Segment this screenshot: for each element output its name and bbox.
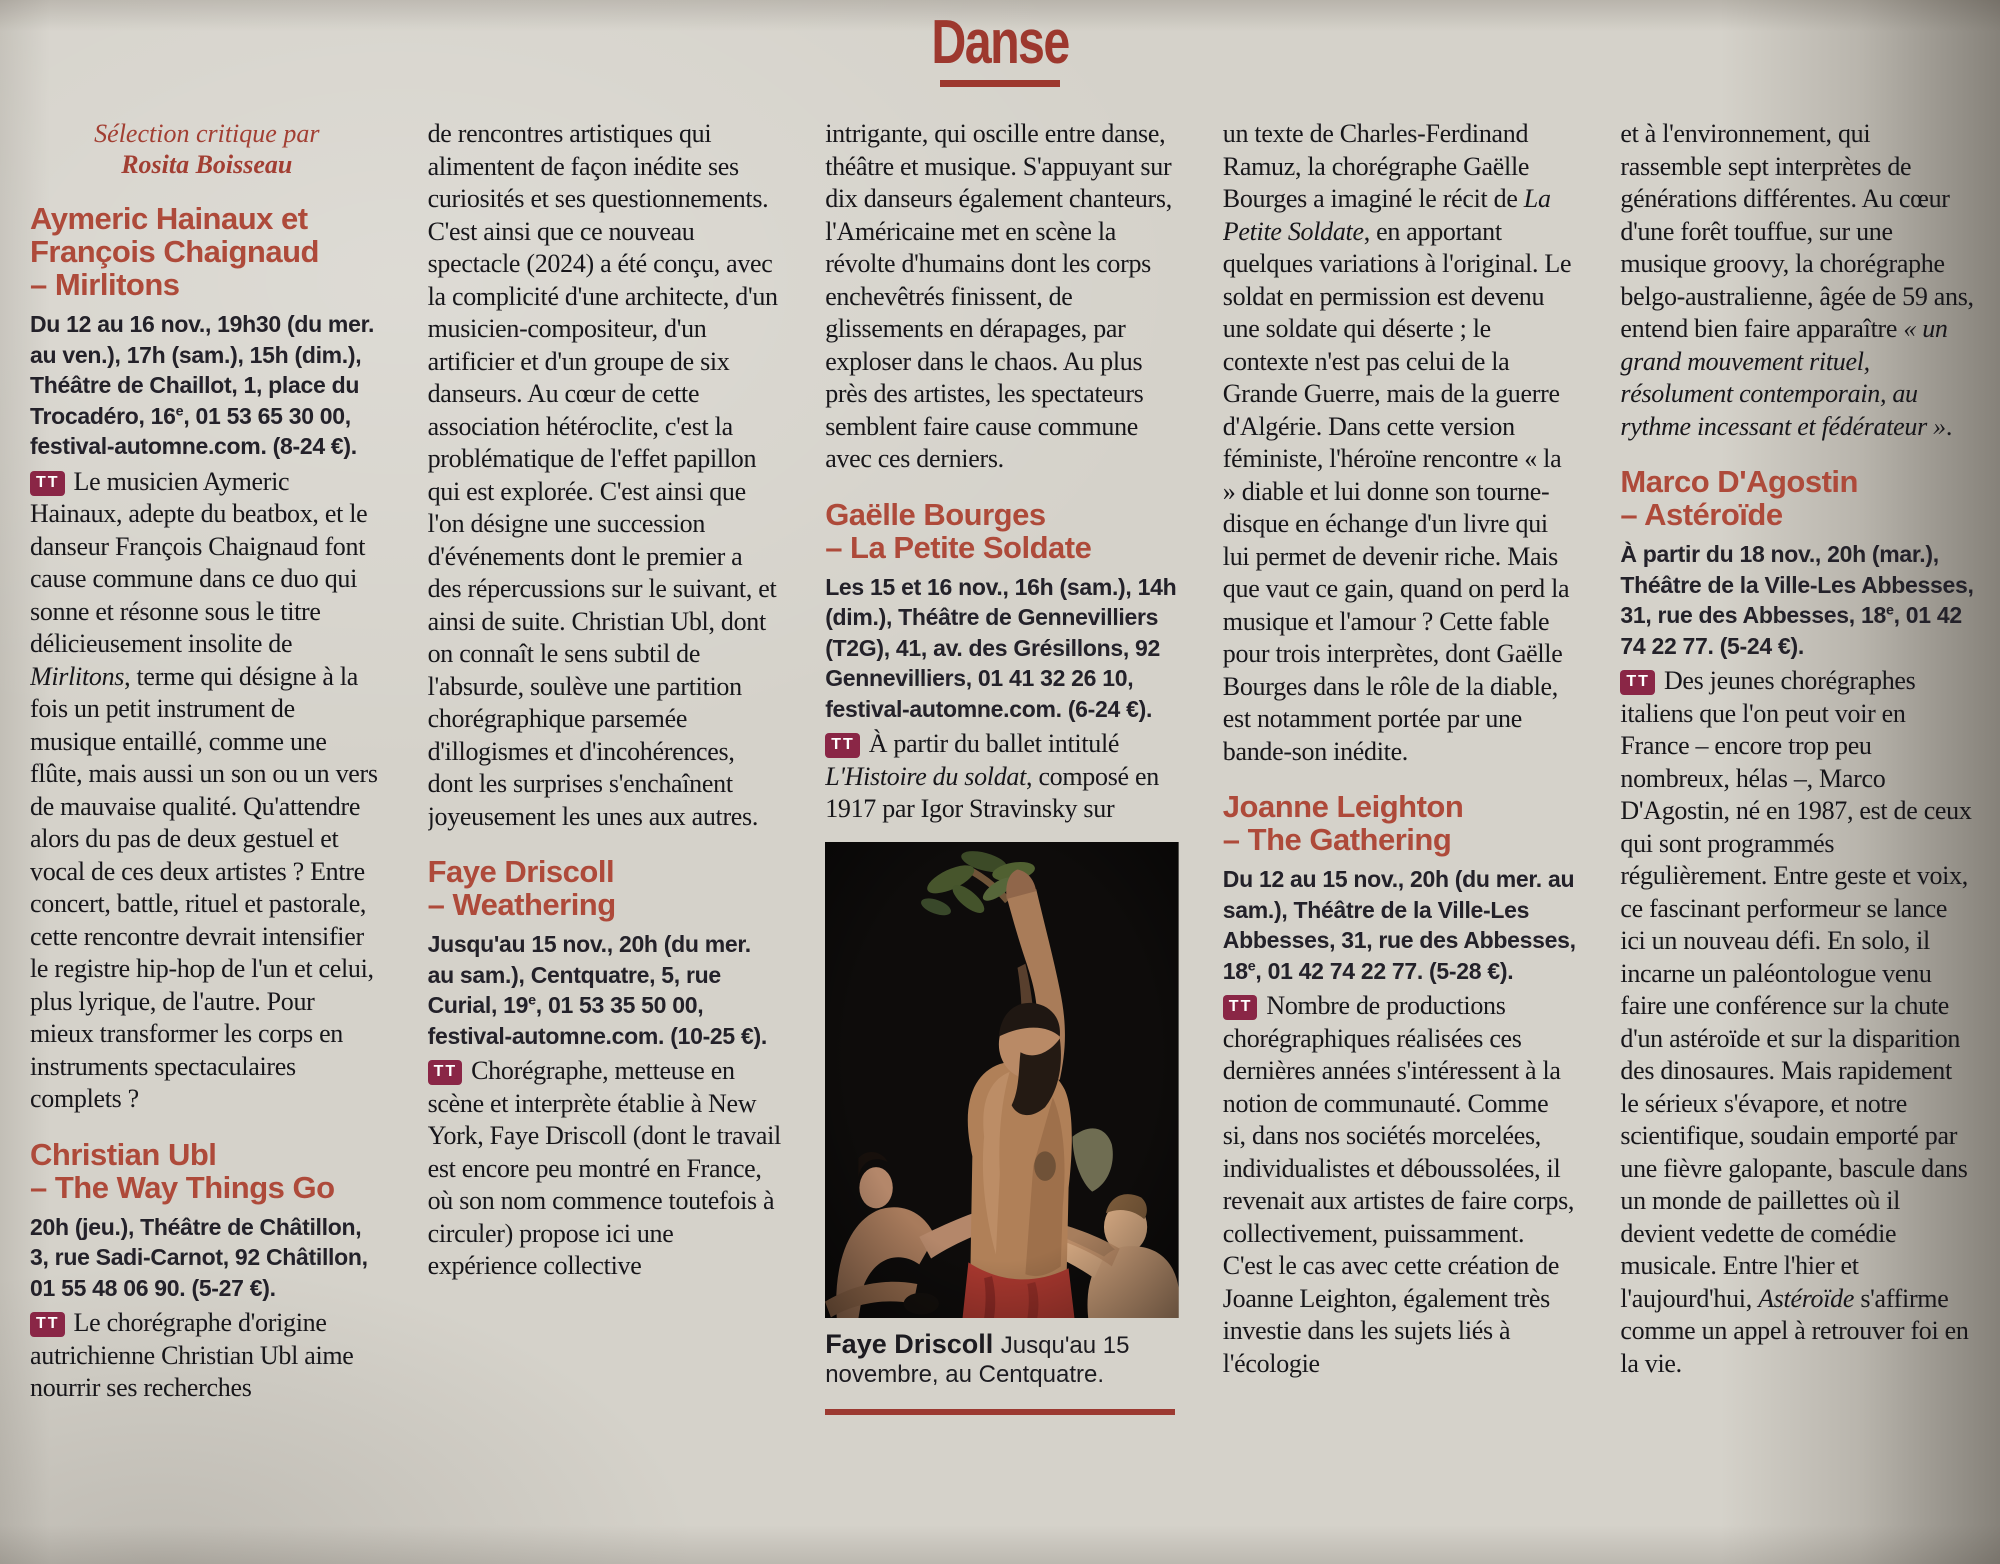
section-title: Danse (931, 8, 1069, 77)
event-heading-line: – Mirlitons (30, 267, 180, 302)
kicker (30, 118, 384, 180)
column-4 (1223, 118, 1577, 1564)
text-run: À partir du 18 nov., 20h (mar.), Théâtre de la Ville-Les Abbesses, 31, rue des Abbesses, 18 (1620, 541, 1974, 628)
text-run: Le chorégraphe d'origine autrichienne Christian Ubl aime nourrir ses recherches (30, 1308, 354, 1402)
event-details (30, 309, 384, 462)
event-heading-line: – Weathering (427, 887, 616, 922)
body-text (428, 118, 782, 833)
tt-rating-badge: TT (825, 733, 860, 758)
text-run: . (1945, 411, 1953, 441)
tt-rating-badge: TT (30, 471, 65, 496)
text-run: , 01 42 74 22 77. (5-24 €). (1620, 602, 1962, 659)
event-heading-line: – The Gathering (1222, 822, 1452, 857)
review-text (1223, 990, 1577, 1380)
text-run: Du 12 au 15 nov., 20h (du mer. au sam.), Théâtre de la Ville-Les Abbesses, 31, rue des Abbesses, 18 (1222, 866, 1576, 984)
event-heading-line: – La Petite Soldate (825, 529, 1092, 565)
text-run: Mirlitons (30, 661, 125, 691)
text-run: Du 12 au 16 nov., 19h30 (du mer. au ven.), 17h (sam.), 15h (dim.), Théâtre de Chaillot, 1, place du Trocadéro, 16 (30, 311, 375, 429)
text-run: e (1247, 957, 1256, 974)
column-5 (1620, 118, 1974, 1564)
photo-vignette (825, 842, 1179, 1318)
tt-rating-badge: TT (1223, 995, 1258, 1020)
body-text (825, 118, 1179, 476)
column-3 (825, 118, 1179, 1564)
text-run: un texte de Charles-Ferdinand Ramuz, la chorégraphe Gaëlle Bourges a imaginé le récit de (1222, 119, 1530, 213)
review-text (30, 466, 384, 1116)
text-run: de rencontres artistiques qui alimentent de façon inédite ses curiosités et ses questionnements. C'est ainsi que ce nouveau spectacle (2024) a été conçu, avec la complicité d'une architecte, d'un musicien-compositeur, d'un artificier et d'un groupe de six danseurs. Au cœur de cette association hétéroclite, c'est la problématique de l'effet papillon qui est explorée. C'est ainsi que l'on désigne une succession d'événements dont le premier a des répercussions sur le suivant, et ainsi de suite. Christian Ubl, dont on connaît le sens subtil de l'absurde, soulève une partition chorégraphique parsemée d'illogismes et d'incohérences, dont les surprises s'enchaînent joyeusement les unes aux autres. (427, 119, 778, 831)
body-text (1223, 118, 1577, 768)
event-heading (30, 1138, 384, 1204)
caption-rule (825, 1409, 1175, 1415)
text-run: , en apportant quelques variations à l'original. Le soldat en permission est devenu une soldate qui déserte ; le contexte n'est pas celui de la Grande Guerre, mais de la guerre d'Algérie. Dans cette version féministe, l'héroïne rencontre « la » diable et lui donne son tourne-disque en échange d'un livre qui lui permet de devenir riche. Mais que vaut ce gain, quand on perd la musique et l'amour ? Cette fable pour trois interprètes, dont Gaëlle Bourges dans le rôle de la diable, est notamment portée par une bande-son inédite. (1222, 216, 1572, 766)
section-masthead (0, 0, 2000, 87)
kicker-line: Sélection critique par (94, 119, 320, 148)
text-run: Le musicien Aymeric Hainaux, adepte du beatbox, et le danseur François Chaignaud font cause commune dans ce duo qui sonne et résonne sous le titre délicieusement insolite de (30, 466, 368, 658)
review-text (1620, 665, 1974, 1380)
text-run: , composé en 1917 par Igor Stravinsky sur (825, 761, 1159, 823)
event-details (1223, 864, 1577, 986)
text-run: , 01 42 74 22 77. (5-28 €). (1255, 957, 1514, 984)
title-underline (940, 80, 1060, 87)
event-heading (30, 202, 384, 301)
event-heading-line: – The Way Things Go (30, 1169, 335, 1205)
text-run: , 01 53 35 50 00, festival-automne.com. (10-25 €). (427, 992, 767, 1049)
text-run: Astéroïde (1758, 1283, 1855, 1313)
performance-photo (825, 842, 1179, 1318)
event-details (825, 572, 1179, 725)
text-run: , terme qui désigne à la fois un petit instrument de musique entaillé, comme une flûte, mais aussi un son ou un vers de mauvaise qualité. Qu'attendre alors du pas de deux gestuel et vocal de ces deux artistes ? Entre concert, battle, rituel et pastorale, cette rencontre devrait intensifier le registre hip-hop de l'un et celui, plus lyrique, de l'autre. Pour mieux transformer les corps en instruments spectaculaires complets ? (30, 661, 378, 1113)
tt-rating-badge: TT (428, 1060, 463, 1085)
text-run: e (528, 992, 536, 1009)
column-1 (30, 118, 384, 1564)
text-run: e (1885, 602, 1894, 619)
text-run: L'Histoire du soldat (825, 761, 1027, 791)
photo-caption (825, 1330, 1179, 1389)
event-heading (825, 498, 1179, 564)
text-run: e (175, 402, 184, 419)
review-text (428, 1055, 782, 1283)
text-run: Chorégraphe, metteuse en scène et interprète établie à New York, Faye Driscoll (dont le travail est encore peu montré en France, où son nom commence toutefois à circuler) propose ici une expérience collective (427, 1056, 781, 1280)
article-columns (30, 118, 1974, 1564)
text-run: s'affirme comme un appel à retrouver foi en la vie. (1620, 1283, 1969, 1378)
event-heading-line: – Astéroïde (1620, 497, 1783, 532)
text-run: intrigante, qui oscille entre danse, théâtre et musique. S'appuyant sur dix danseurs également chanteurs, l'Américaine met en scène la révolte d'humains dont les corps enchevêtrés finissent, de glissements en dérapages, par exploser dans le chaos. Au plus près des artistes, les spectateurs semblent faire cause commune avec ces derniers. (825, 119, 1172, 473)
event-heading-line: Aymeric Hainaux et (30, 201, 308, 236)
text-run: Jusqu'au 15 novembre, au Centquatre. (825, 1331, 1130, 1388)
event-details (428, 929, 782, 1051)
text-run: Jusqu'au 15 nov., 20h (du mer. au sam.), Centquatre, 5, rue Curial, 19 (427, 931, 751, 1018)
text-run: Faye Driscoll (825, 1328, 1001, 1359)
text-run: et à l'environnement, qui rassemble sept interprètes de générations différentes. Au cœur d'une forêt touffue, sur une musique groovy, la chorégraphe belgo-australienne, âgée de 59 ans, entend bien faire apparaître (1620, 119, 1974, 343)
event-heading-line: Marco D'Agostin (1620, 464, 1858, 499)
event-heading (428, 855, 782, 921)
event-details (1620, 539, 1974, 661)
event-heading-line: Christian Ubl (30, 1136, 217, 1172)
tt-rating-badge: TT (1620, 670, 1655, 695)
text-run: Les 15 et 16 nov., 16h (sam.), 14h (dim.), Théâtre de Gennevilliers (T2G), 41, av. des Grésillons, 92 Gennevilliers, 01 41 32 26 10, festival-automne.com. (6-24 €). (825, 573, 1177, 722)
text-run: La Petite Soldate (1222, 184, 1551, 246)
event-details (30, 1212, 384, 1304)
text-run: Des jeunes chorégraphes italiens que l'on peut voir en France – encore trop peu nombreux, hélas –, Marco D'Agostin, né en 1987, est de ceux qui sont programmés régulièrement. Entre geste et voix, ce fascinant performeur se lance ici un nouveau défi. En solo, il incarne un paléontologue venu faire une conférence sur la chute d'un astéroïde et sur la disparition des dinosaures. Mais rapidement le sérieux s'évapore, et notre scientifique, soudain emporté par une fièvre galopante, bascule dans un monde de paillettes où il devient vedette de comédie musicale. Entre l'hier et l'aujourd'hui, (1620, 666, 1972, 1313)
review-text (825, 728, 1179, 826)
review-text (30, 1307, 384, 1405)
text-run: « un grand mouvement rituel, résolument contemporain, au rythme incessant et fédérateur » (1620, 314, 1948, 441)
text-run: , 01 53 65 30 00, festival-automne.com. (8-24 €). (30, 402, 357, 459)
event-heading (1620, 465, 1974, 531)
event-heading-line: Joanne Leighton (1222, 789, 1464, 824)
event-heading-line: Faye Driscoll (427, 854, 615, 889)
kicker-line: Rosita Boisseau (121, 150, 293, 179)
tt-rating-badge: TT (30, 1312, 65, 1337)
dance-performance-photo (825, 842, 1179, 1318)
column-2 (428, 118, 782, 1564)
body-text (1620, 118, 1974, 443)
text-run: À partir du ballet intitulé (868, 729, 1120, 758)
event-heading-line: Gaëlle Bourges (825, 496, 1046, 532)
event-heading-line: François Chaignaud (30, 234, 319, 269)
text-run: Nombre de productions chorégraphiques réalisées ces dernières années s'intéressent à la notion de communauté. Comme si, dans nos sociétés morcelées, individualistes et déboussolées, il revenait aux artistes de faire corps, collectivement, puissamment. C'est le cas avec cette création de Joanne Leighton, également très investie dans les sujets liés à l'écologie (1222, 991, 1575, 1378)
text-run: 20h (jeu.), Théâtre de Châtillon, 3, rue Sadi-Carnot, 92 Châtillon, 01 55 48 06 90. (5-27 €). (30, 1213, 368, 1301)
event-heading (1223, 790, 1577, 856)
